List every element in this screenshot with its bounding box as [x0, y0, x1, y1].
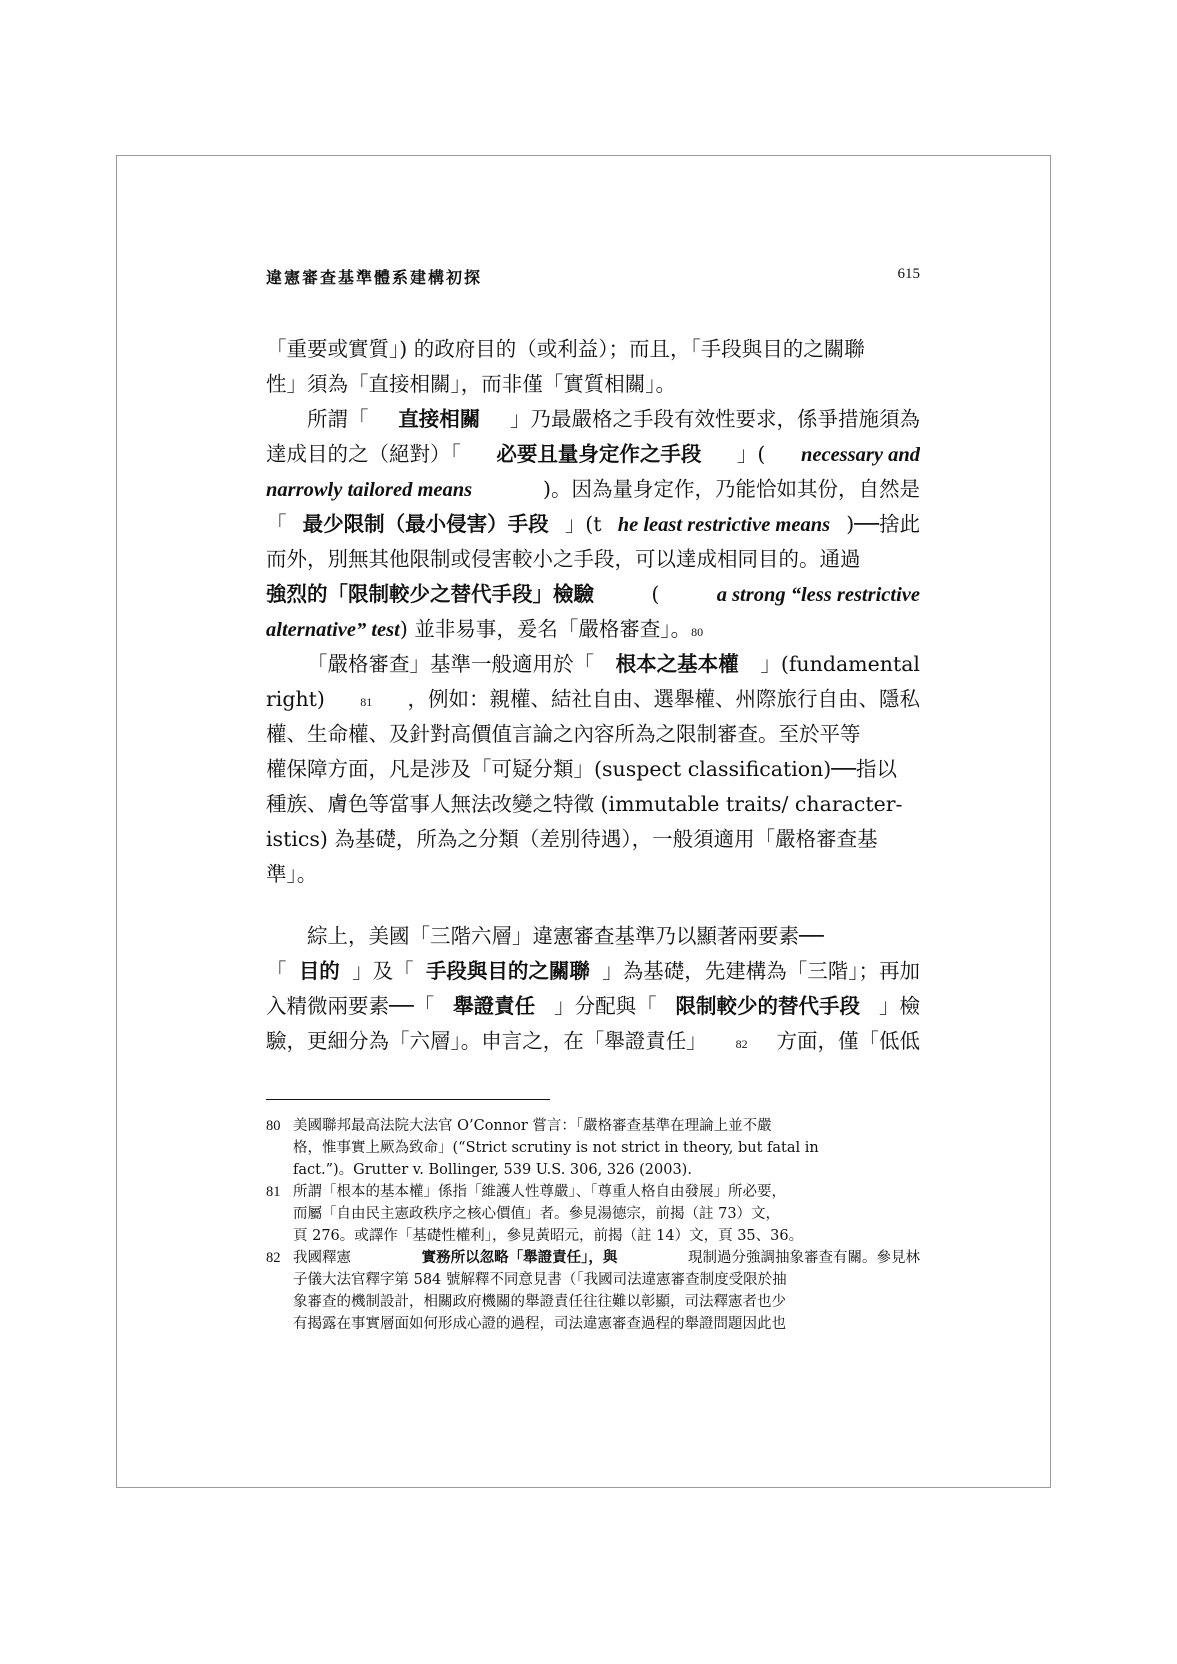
emphasis-text: narrowly tailored means — [266, 479, 473, 501]
footnote-text — [293, 1181, 920, 1203]
text-segment: 達成目的之（絕對）「 — [266, 442, 461, 466]
text-segment: 準」。 — [266, 862, 318, 886]
running-title: 違憲審查基準體系建構初探 — [266, 268, 483, 287]
footnote-line — [266, 1225, 920, 1247]
text-segment: )──捨此 — [846, 512, 920, 536]
footnote-text — [293, 1137, 920, 1159]
footnote-line — [266, 1203, 920, 1225]
footnote-text — [293, 1203, 920, 1225]
emphasis-text: 手段與目的之關聯 — [425, 959, 590, 983]
footnote-line — [266, 1291, 920, 1313]
text-segment: 驗，更細分為「六層」。申言之，在「舉證責任」 — [266, 1029, 707, 1053]
footnote-line — [266, 1159, 920, 1181]
text-segment: 權保障方面，凡是涉及「可疑分類」(suspect classification)──指以 — [266, 757, 897, 781]
emphasis-text: a strong “less restrictive — [716, 584, 920, 606]
text-segment: 」為基礎，先建構為「三階」；再加 — [602, 959, 920, 983]
text-segment: 而外，別無其他限制或侵害較小之手段，可以達成相同目的。通過 — [266, 547, 861, 571]
text-line — [266, 542, 920, 577]
text-segment: 「 — [266, 512, 287, 536]
text-segment: 有揭露在事實層面如何形成心證的過程，司法違憲審查過程的舉證問題因此也 — [293, 1316, 786, 1332]
footnote-number: 80 — [266, 1118, 281, 1134]
text-segment: 所謂「根本的基本權」係指「維護人性尊嚴」、「尊重人格自由發展」所必要， — [293, 1184, 786, 1200]
text-segment: 種族、膚色等當事人無法改變之特徵 (immutable traits/ character- — [266, 792, 903, 816]
footnote-number: 81 — [266, 1184, 281, 1200]
text-line — [266, 437, 920, 472]
text-line — [266, 577, 920, 612]
text-segment: 綜上，美國「三階六層」違憲審查基準乃以顯著兩要素── — [307, 924, 824, 948]
emphasis-text: 根本之基本權 — [615, 652, 739, 676]
footnote-number: 82 — [266, 1250, 281, 1266]
footnote-line — [266, 1137, 920, 1159]
footnote-text — [293, 1247, 920, 1269]
paragraph-gap — [266, 892, 920, 919]
text-segment: 」及「 — [352, 959, 414, 983]
text-segment: 」分配與「 — [554, 994, 657, 1018]
text-line — [266, 647, 920, 682]
text-segment: )。因為量身定作，乃能恰如其份，自然是 — [543, 477, 920, 501]
emphasis-text: 實務所以忽略「舉證責任」，與 — [421, 1249, 618, 1266]
footnote-separator — [266, 1099, 550, 1100]
text-segment: 」(t — [564, 512, 602, 536]
text-segment: 「 — [266, 959, 287, 983]
text-segment: ，例如：親權、結社自由、選舉權、州際旅行自由、隱私 — [407, 687, 920, 711]
text-line — [266, 822, 920, 857]
text-segment: 方面，僅「低低 — [776, 1029, 920, 1053]
emphasis-text: he least restrictive means — [617, 514, 831, 536]
footnote-text — [293, 1313, 920, 1335]
emphasis-text: 限制較少的替代手段 — [675, 994, 861, 1018]
footnote-line — [266, 1313, 920, 1335]
footnote-text — [293, 1291, 920, 1313]
emphasis-text: necessary and — [800, 444, 920, 466]
text-line — [266, 787, 920, 822]
emphasis-text: alternative” test — [266, 619, 400, 641]
text-line — [266, 989, 920, 1024]
emphasis-text: 最少限制（最小侵害）手段 — [302, 512, 549, 536]
footnote-text — [293, 1159, 920, 1181]
text-line: alternative” test ) 並非易事，爰名「嚴格審查」。 80 — [266, 612, 920, 647]
footnote-text — [293, 1115, 920, 1137]
text-line — [266, 717, 920, 752]
emphasis-text: 強烈的「限制較少之替代手段」檢驗 — [266, 582, 594, 606]
text-segment: 」( — [736, 442, 766, 466]
emphasis-text: 直接相關 — [398, 407, 481, 431]
text-line — [266, 857, 920, 892]
text-segment: 我國釋憲 — [293, 1250, 351, 1266]
text-segment: 頁 276。或譯作「基礎性權利」，參見黃昭元，前揭（註 14）文，頁 35、36。 — [293, 1228, 804, 1244]
footnote-line — [266, 1247, 920, 1269]
text-line — [266, 332, 920, 367]
text-segment: 所謂「 — [307, 407, 369, 431]
text-segment: 象審查的機制設計，相關政府機關的舉證責任往往難以彰顯，司法釋憲者也少 — [293, 1294, 786, 1310]
emphasis-text: 舉證責任 — [453, 994, 536, 1018]
text-segment: fact.”)。Grutter v. Bollinger, 539 U.S. 306, 326 (2003). — [293, 1162, 692, 1178]
text-line — [266, 507, 920, 542]
body-text — [266, 332, 920, 1059]
text-segment: 」(fundamental — [760, 652, 920, 676]
text-line: right) 81 ，例如：親權、結社自由、選舉權、州際旅行自由、隱私 — [266, 682, 920, 717]
text-segment: 子儀大法官釋字第 584 號解釋不同意見書（「我國司法違憲審查制度受限於抽 — [293, 1272, 787, 1288]
text-segment: istics) 為基礎，所為之分類（差別待遇），一般須適用「嚴格審查基 — [266, 827, 878, 851]
page-number: 615 — [897, 266, 920, 282]
text-line — [266, 752, 920, 787]
text-segment: 「重要或實質」) 的政府目的（或利益）；而且，「手段與目的之關聯 — [266, 337, 865, 361]
text-segment: 美國聯邦最高法院大法官 O’Connor 嘗言：「嚴格審查基準在理論上並不嚴 — [293, 1118, 772, 1134]
footnote-line — [266, 1181, 920, 1203]
text-line: 驗，更細分為「六層」。申言之，在「舉證責任」 82 方面，僅「低低 — [266, 1024, 920, 1059]
footnote-text — [293, 1225, 920, 1247]
text-line — [266, 919, 920, 954]
text-segment: ( — [651, 582, 660, 606]
text-line — [266, 472, 920, 507]
text-segment: 」檢 — [879, 994, 920, 1018]
text-segment: 現制過分強調抽象審查有關。參見林 — [688, 1250, 920, 1266]
emphasis-text: 目的 — [298, 959, 340, 983]
text-segment: 權、生命權、及針對高價值言論之內容所為之限制審查。至於平等 — [266, 722, 861, 746]
text-segment: 而屬「自由民主憲政秩序之核心價值」者。參見湯德宗，前揭（註 73）文， — [293, 1206, 781, 1222]
text-segment: 」乃最嚴格之手段有效性要求，係爭措施須為 — [510, 407, 920, 431]
text-segment: ) 並非易事，爰名「嚴格審查」。 — [399, 617, 692, 641]
text-line — [266, 954, 920, 989]
text-segment: 入精微兩要素──「 — [266, 994, 435, 1018]
text-line — [266, 367, 920, 402]
emphasis-text: 必要且量身定作之手段 — [496, 442, 702, 466]
text-segment: 格，惟事實上厥為致命」(“Strict scrutiny is not strict in theory, but fatal in — [293, 1140, 819, 1156]
text-segment: 「嚴格審查」基準一般適用於「 — [307, 652, 594, 676]
footnote-line — [266, 1115, 920, 1137]
footnotes — [266, 1115, 920, 1335]
text-segment: right) — [266, 687, 325, 711]
text-segment: 性」須為「直接相關」，而非僅「實質相關」。 — [266, 372, 676, 396]
footnote-text — [293, 1269, 920, 1291]
footnote-line — [266, 1269, 920, 1291]
text-line — [266, 402, 920, 437]
